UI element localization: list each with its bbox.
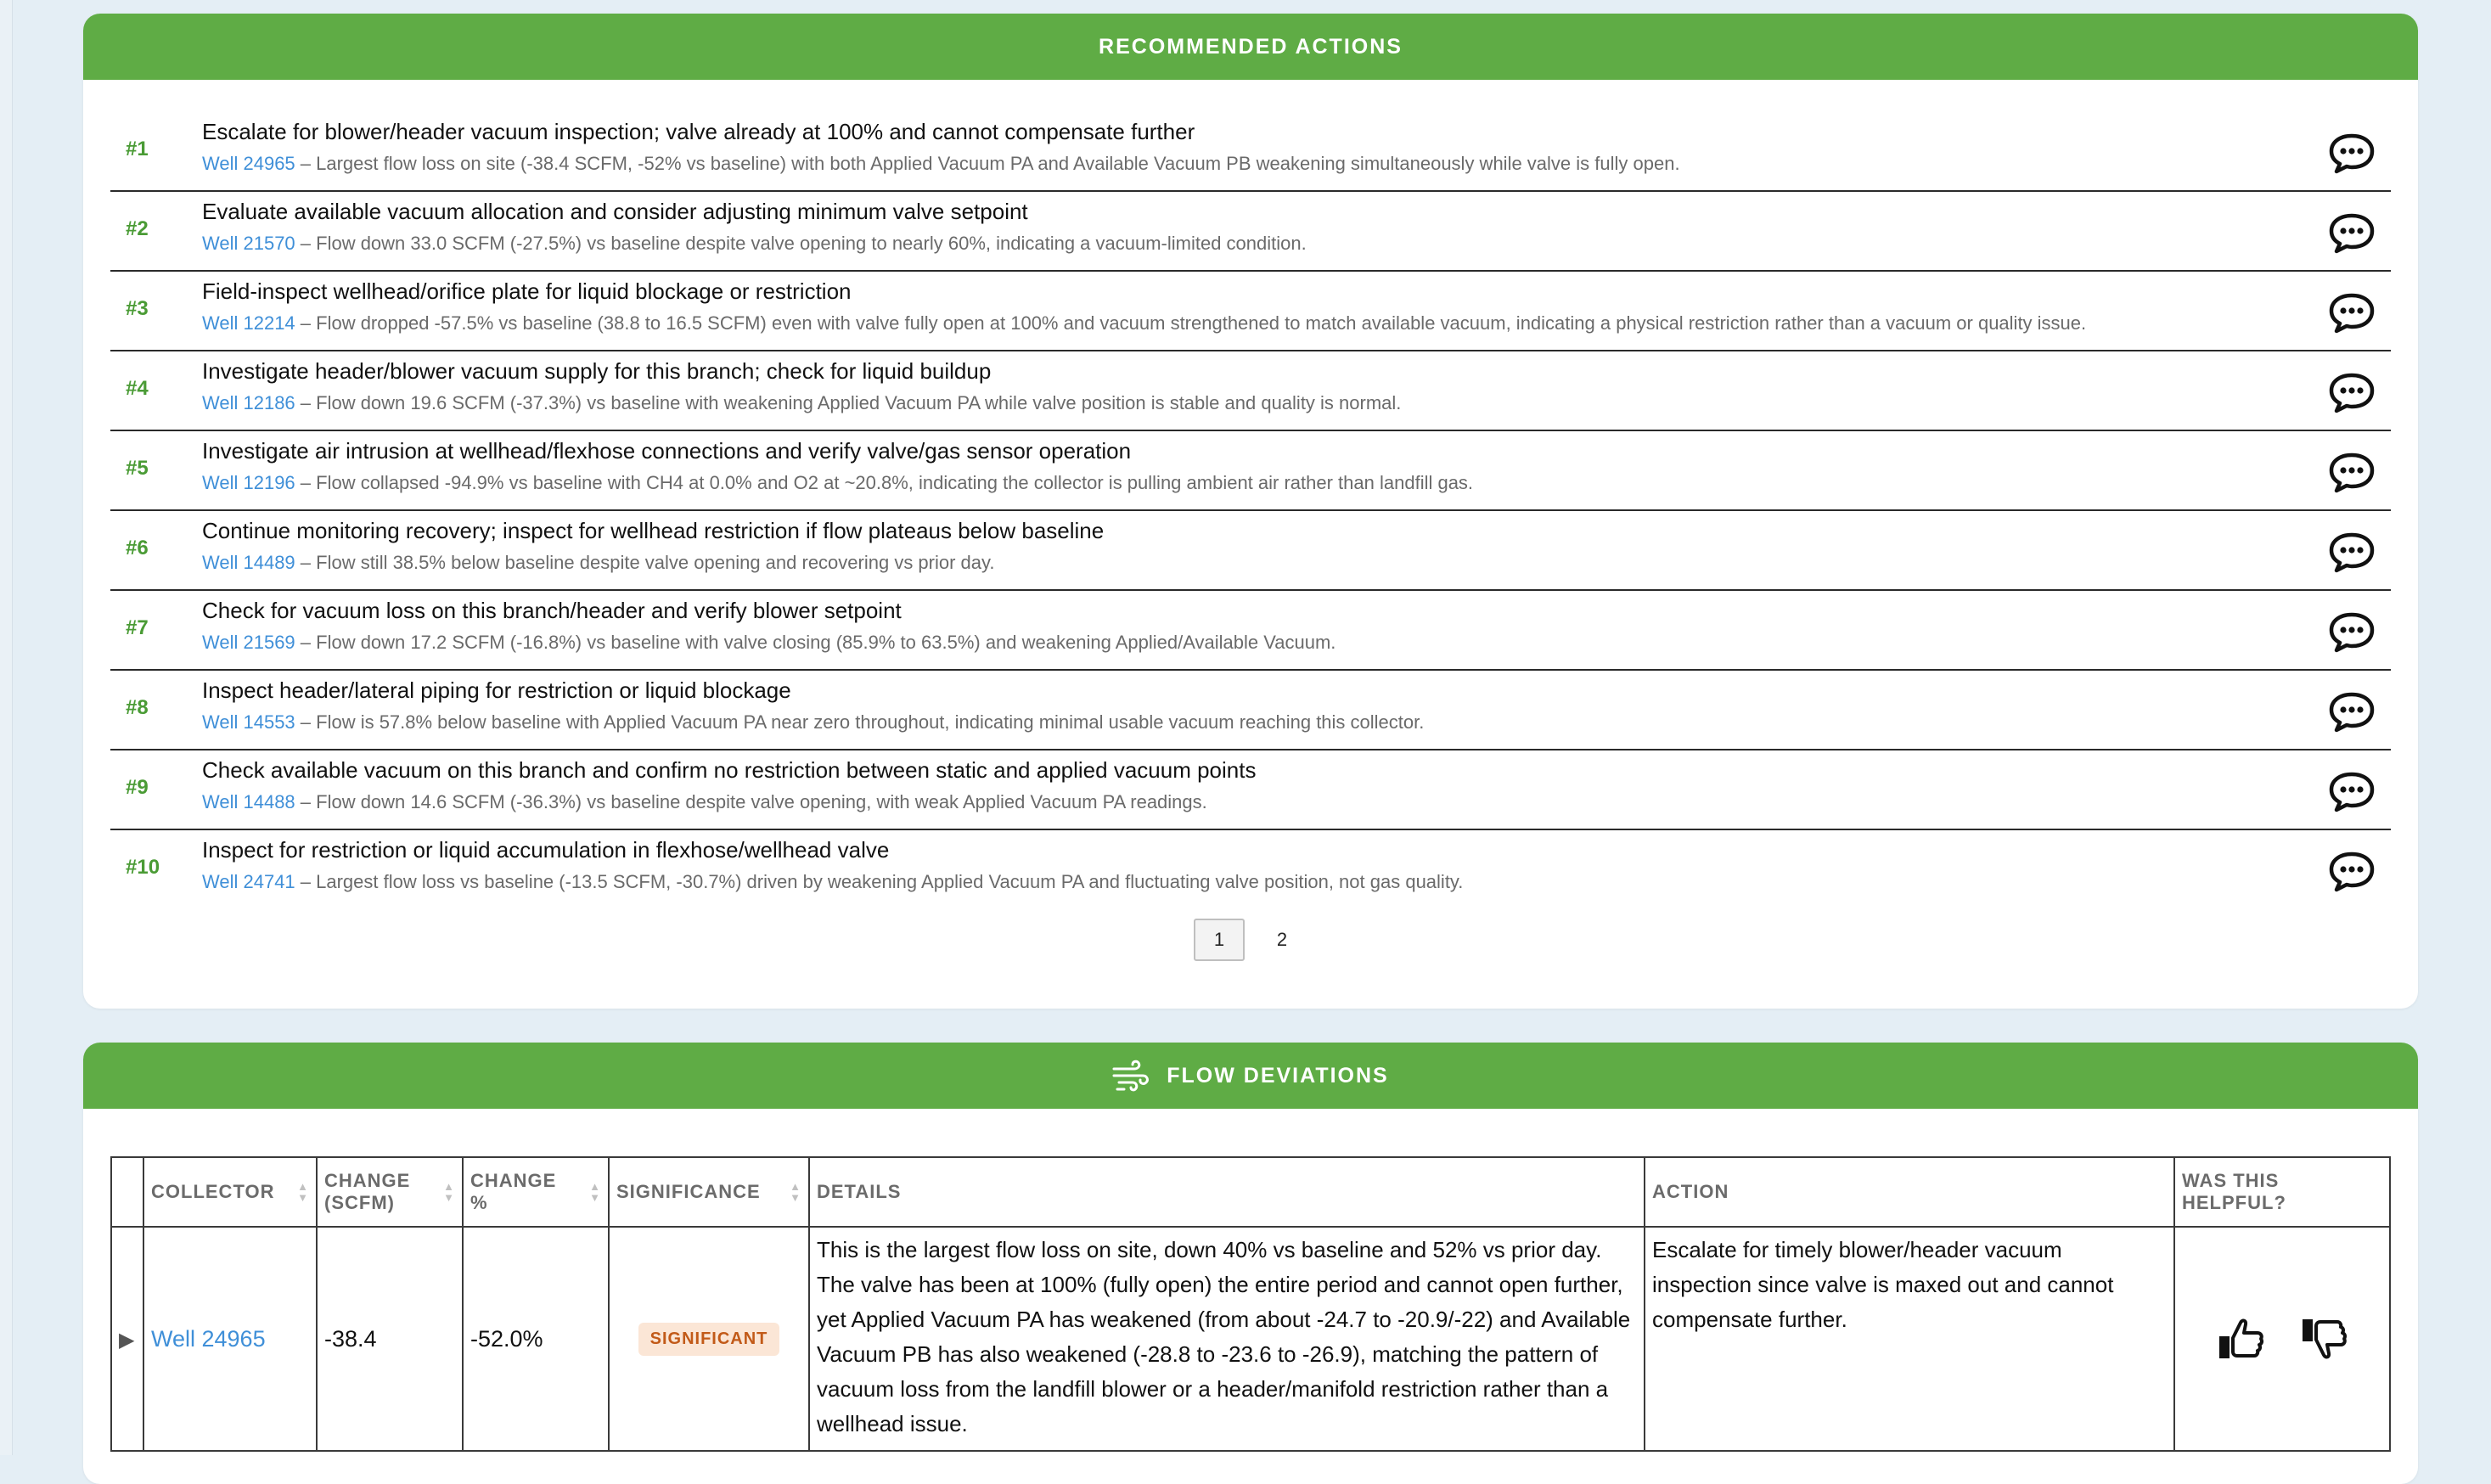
rank-number: #2 (126, 217, 149, 240)
list-item (110, 830, 2391, 910)
detail-text: – Largest flow loss vs baseline (-13.5 SCFM, -30.7%) driven by weakening Applied Vacuum PA and fluctuating valve position, not gas quality. (295, 871, 1464, 892)
comment-icon[interactable] (2328, 452, 2376, 494)
pagination (83, 919, 2418, 961)
comment-icon[interactable] (2328, 212, 2376, 255)
comment-icon[interactable] (2328, 611, 2376, 654)
action-detail (202, 791, 1207, 813)
action-detail (202, 153, 1680, 175)
comment-icon[interactable] (2328, 531, 2376, 574)
detail-text: – Flow collapsed -94.9% vs baseline with CH4 at 0.0% and O2 at ~20.8%, indicating the collector is pulling ambient air rather than landfill gas. (295, 472, 1474, 493)
rank-number: #4 (126, 377, 149, 400)
recommended-actions-title: RECOMMENDED ACTIONS (1099, 34, 1403, 59)
action-detail (202, 552, 995, 574)
recommended-actions-list (110, 112, 2391, 910)
comment-icon[interactable] (2328, 691, 2376, 734)
action-cell: Escalate for timely blower/header vacuum inspection since valve is maxed out and cannot compensate further. (1645, 1227, 2174, 1451)
status-badge: SIGNIFICANT (638, 1323, 780, 1356)
detail-text: – Flow still 38.5% below baseline despite valve opening and recovering vs prior day. (295, 552, 995, 573)
list-item (110, 192, 2391, 272)
well-link[interactable]: Well 24741 (202, 871, 295, 892)
recommended-actions-header (83, 14, 2418, 80)
flow-deviations-table (110, 1156, 2391, 1452)
table-header-row (111, 1157, 2390, 1227)
well-link[interactable]: Well 21569 (202, 632, 295, 653)
sort-icon[interactable]: ▲ ▼ (443, 1180, 455, 1204)
rank-number: #10 (126, 856, 160, 879)
detail-text: – Flow down 19.6 SCFM (-37.3%) vs baseline with weakening Applied Vacuum PA while valve position is stable and quality is normal. (295, 392, 1402, 413)
detail-text: – Largest flow loss on site (-38.4 SCFM, -52% vs baseline) with both Applied Vacuum PA and Available Vacuum PB weakening simultaneously while valve is fully open. (295, 153, 1680, 174)
flow-deviations-title: FLOW DEVIATIONS (1167, 1063, 1389, 1088)
well-link[interactable]: Well 14488 (202, 791, 295, 812)
list-item (110, 272, 2391, 351)
comment-icon[interactable] (2328, 292, 2376, 334)
action-detail (202, 392, 1401, 414)
rank-number: #3 (126, 297, 149, 320)
well-link[interactable]: Well 12186 (202, 392, 295, 413)
action-detail (202, 632, 1335, 654)
action-title: Evaluate available vacuum allocation and consider adjusting minimum valve setpoint (202, 199, 1028, 224)
action-detail (202, 472, 1473, 494)
collector-cell (143, 1227, 317, 1451)
details-cell: This is the largest flow loss on site, down 40% vs baseline and 52% vs prior day. The valve has been at 100% (fully open) the entire period and cannot open further, yet Applied Vacuum PA has weakened (from about -24.7 to -20.9/-22) and Available Vacuum PB has also weakened (-28.8 to -23.6 to -26.9), matching the pattern of vacuum loss from the landfill blower or a header/manifold restriction rather than a wellhead issue. (809, 1227, 1645, 1451)
thumbs-up-icon[interactable] (2217, 1316, 2264, 1362)
action-detail (202, 871, 1463, 893)
sort-icon[interactable]: ▲ ▼ (297, 1180, 309, 1204)
comment-icon[interactable] (2328, 372, 2376, 414)
action-detail (202, 233, 1307, 255)
well-link[interactable]: Well 24965 (151, 1325, 266, 1352)
action-title: Investigate header/blower vacuum supply for this branch; check for liquid buildup (202, 358, 992, 384)
well-link[interactable]: Well 14489 (202, 552, 295, 573)
action-detail (202, 312, 2086, 334)
recommended-actions-card (83, 14, 2418, 1009)
change-scfm-column-header[interactable]: CHANGE (SCFM) ▲ ▼ (317, 1157, 463, 1227)
detail-text: – Flow down 17.2 SCFM (-16.8%) vs baseline with valve closing (85.9% to 63.5%) and weakening Applied/Available Vacuum. (295, 632, 1336, 653)
detail-text: – Flow is 57.8% below baseline with Applied Vacuum PA near zero throughout, indicating minimal usable vacuum reaching this collector. (295, 711, 1425, 733)
flow-deviations-card (83, 1043, 2418, 1484)
sort-icon[interactable]: ▲ ▼ (790, 1180, 801, 1204)
helpful-cell (2174, 1227, 2390, 1451)
change-pct-cell: -52.0% (463, 1227, 609, 1451)
flow-deviations-header (83, 1043, 2418, 1109)
expand-row-toggle[interactable]: ▶ (111, 1227, 143, 1451)
detail-text: – Flow down 14.6 SCFM (-36.3%) vs baseline despite valve opening, with weak Applied Vacuum PA readings. (295, 791, 1207, 812)
action-title: Inspect header/lateral piping for restriction or liquid blockage (202, 677, 791, 703)
well-link[interactable]: Well 12214 (202, 312, 295, 334)
detail-text: – Flow down 33.0 SCFM (-27.5%) vs baseline despite valve opening to nearly 60%, indicating a vacuum-limited condition. (295, 233, 1307, 254)
comment-icon[interactable] (2328, 771, 2376, 813)
wind-icon (1112, 1059, 1150, 1093)
action-title: Check available vacuum on this branch and confirm no restriction between static and applied vacuum points (202, 757, 1257, 783)
list-item (110, 750, 2391, 830)
list-item (110, 112, 2391, 192)
detail-text: – Flow dropped -57.5% vs baseline (38.8 to 16.5 SCFM) even with valve fully open at 100% and vacuum strengthened to match available vacuum, indicating a physical restriction rather than a vacuum or quality issue. (295, 312, 2087, 334)
rank-number: #5 (126, 457, 149, 480)
rank-number: #1 (126, 138, 149, 160)
well-link[interactable]: Well 14553 (202, 711, 295, 733)
action-title: Inspect for restriction or liquid accumulation in flexhose/wellhead valve (202, 837, 890, 863)
well-link[interactable]: Well 12196 (202, 472, 295, 493)
action-title: Investigate air intrusion at wellhead/flexhose connections and verify valve/gas sensor operation (202, 438, 1132, 464)
list-item (110, 511, 2391, 591)
rank-number: #8 (126, 696, 149, 719)
left-scroll-strip (0, 0, 13, 1455)
expand-column-header (111, 1157, 143, 1227)
list-item (110, 351, 2391, 431)
comment-icon[interactable] (2328, 851, 2376, 893)
action-title: Check for vacuum loss on this branch/header and verify blower setpoint (202, 598, 902, 623)
thumbs-down-icon[interactable] (2300, 1316, 2348, 1362)
collector-column-header[interactable]: COLLECTOR ▲ ▼ (143, 1157, 317, 1227)
well-link[interactable]: Well 24965 (202, 153, 295, 174)
list-item (110, 591, 2391, 671)
change-pct-column-header[interactable]: CHANGE % ▲ ▼ (463, 1157, 609, 1227)
significance-column-header[interactable]: SIGNIFICANCE ▲ ▼ (609, 1157, 809, 1227)
list-item (110, 671, 2391, 750)
helpful-column-header: WAS THIS HELPFUL? (2174, 1157, 2390, 1227)
action-title: Field-inspect wellhead/orifice plate for liquid blockage or restriction (202, 278, 852, 304)
table-row (111, 1227, 2390, 1451)
page-2-button[interactable]: 2 (1276, 929, 1288, 950)
action-title: Escalate for blower/header vacuum inspection; valve already at 100% and cannot compensate further (202, 119, 1195, 144)
page-1-button[interactable]: 1 (1194, 919, 1245, 961)
action-title: Continue monitoring recovery; inspect for wellhead restriction if flow plateaus below baseline (202, 518, 1105, 543)
rank-number: #7 (126, 616, 149, 639)
list-item (110, 431, 2391, 511)
well-link[interactable]: Well 21570 (202, 233, 295, 254)
action-detail (202, 711, 1424, 734)
rank-number: #9 (126, 776, 149, 799)
sort-icon[interactable]: ▲ ▼ (589, 1180, 601, 1204)
rank-number: #6 (126, 537, 149, 559)
details-column-header: DETAILS (809, 1157, 1645, 1227)
change-scfm-cell: -38.4 (317, 1227, 463, 1451)
significance-cell (609, 1227, 809, 1451)
comment-icon[interactable] (2328, 132, 2376, 175)
action-column-header: ACTION (1645, 1157, 2174, 1227)
